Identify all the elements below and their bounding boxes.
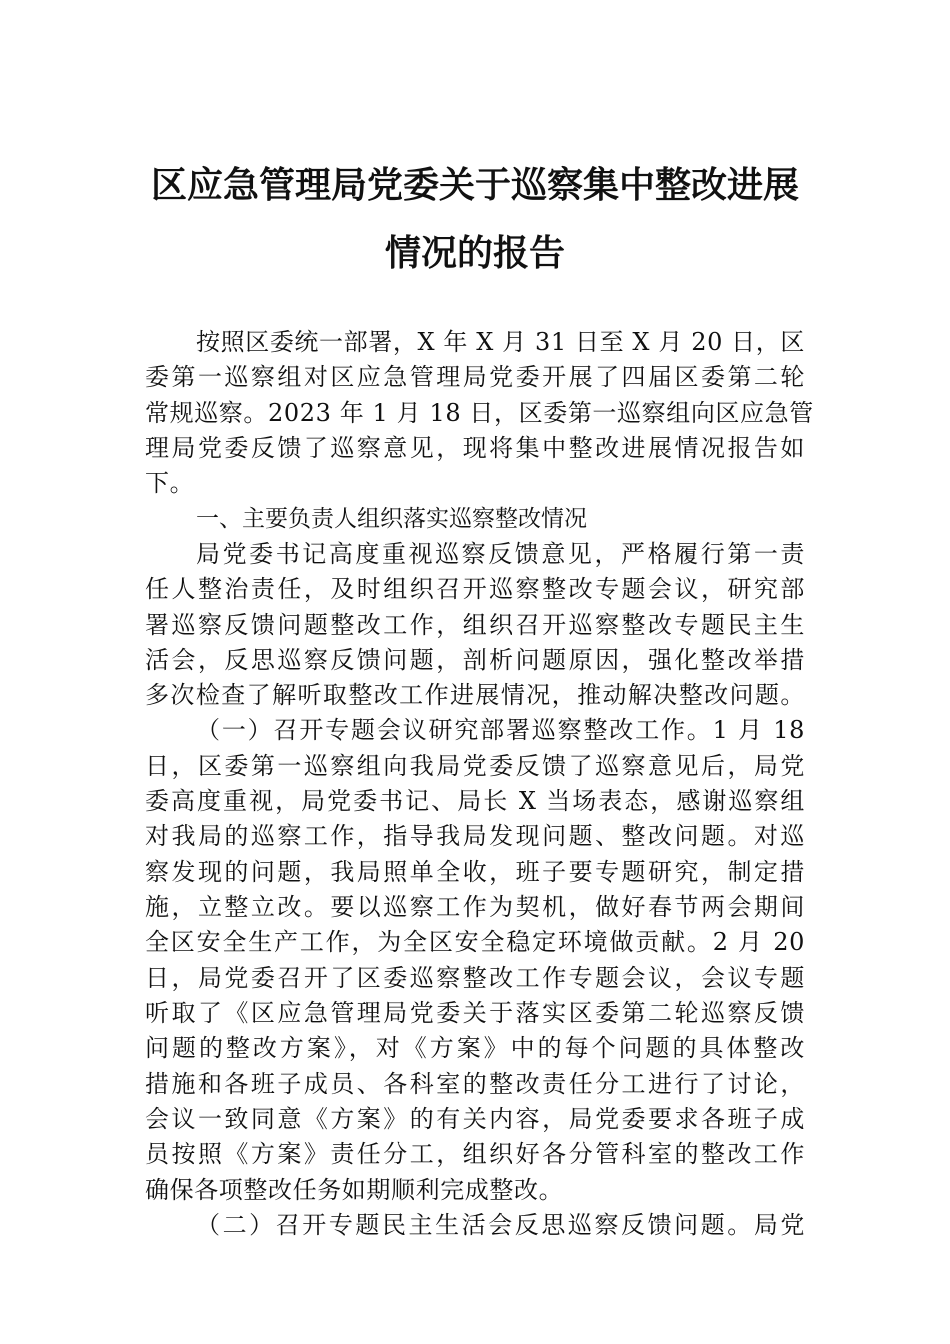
paragraph-1-line-2: 委第一巡察组对区应急管理局党委开展了四届区委第二轮	[145, 363, 805, 391]
paragraph-3-line-12: 会议一致同意《方案》的有关内容，局党委要求各班子成	[145, 1105, 805, 1133]
paragraph-1-line-1: 按照区委统一部署，X 年 X 月 31 日至 X 月 20 日，区	[196, 328, 805, 356]
paragraph-3-line-6: 施，立整立改。要以巡察工作为契机，做好春节两会期间	[145, 893, 805, 921]
paragraph-3-line-9: 听取了《区应急管理局党委关于落实区委第二轮巡察反馈	[145, 999, 805, 1027]
paragraph-3-line-11: 措施和各班子成员、各科室的整改责任分工进行了讨论，	[145, 1070, 805, 1098]
paragraph-2-line-3: 署巡察反馈问题整改工作，组织召开巡察整改专题民主生	[145, 611, 805, 639]
paragraph-3-line-2: 日，区委第一巡察组向我局党委反馈了巡察意见后，局党	[145, 752, 805, 780]
paragraph-2-line-1: 局党委书记高度重视巡察反馈意见，严格履行第一责	[196, 540, 805, 568]
document-title-line-1: 区应急管理局党委关于巡察集中整改进展	[150, 165, 799, 206]
paragraph-2-line-4: 活会，反思巡察反馈问题，剖析问题原因，强化整改举措	[145, 646, 805, 674]
paragraph-3-line-5: 察发现的问题，我局照单全收，班子要专题研究，制定措	[145, 858, 805, 886]
paragraph-3-line-3: 委高度重视，局党委书记、局长 X 当场表态，感谢巡察组	[145, 787, 805, 815]
paragraph-1-line-4: 理局党委反馈了巡察意见，现将集中整改进展情况报告如	[145, 434, 805, 462]
paragraph-1-line-3: 常规巡察。2023 年 1 月 18 日，区委第一巡察组向区应急管	[145, 399, 814, 427]
paragraph-3-line-8: 日，局党委召开了区委巡察整改工作专题会议，会议专题	[145, 964, 805, 992]
paragraph-3-line-13: 员按照《方案》责任分工，组织好各分管科室的整改工作	[145, 1140, 805, 1168]
paragraph-3-line-14: 确保各项整改任务如期顺利完成整改。	[145, 1176, 564, 1204]
document-title-line-2: 情况的报告	[384, 233, 565, 274]
paragraph-2-line-5: 多次检查了解听取整改工作进展情况，推动解决整改问题。	[145, 681, 805, 709]
paragraph-2-line-2: 任人整治责任，及时组织召开巡察整改专题会议，研究部	[145, 575, 805, 603]
paragraph-1-line-5: 下。	[145, 469, 195, 497]
paragraph-3-line-10: 问题的整改方案》，对《方案》中的每个问题的具体整改	[145, 1034, 805, 1062]
paragraph-3-line-7: 全区安全生产工作，为全区安全稳定环境做贡献。2 月 20	[145, 928, 805, 956]
paragraph-3-line-4: 对我局的巡察工作，指导我局发现问题、整改问题。对巡	[145, 822, 805, 850]
paragraph-3-line-1: （一）召开专题会议研究部署巡察整改工作。1 月 18	[196, 716, 805, 744]
paragraph-4-line-1: （二）召开专题民主生活会反思巡察反馈问题。局党	[196, 1211, 805, 1239]
section-1-heading: 一、主要负责人组织落实巡察整改情况	[196, 506, 587, 532]
